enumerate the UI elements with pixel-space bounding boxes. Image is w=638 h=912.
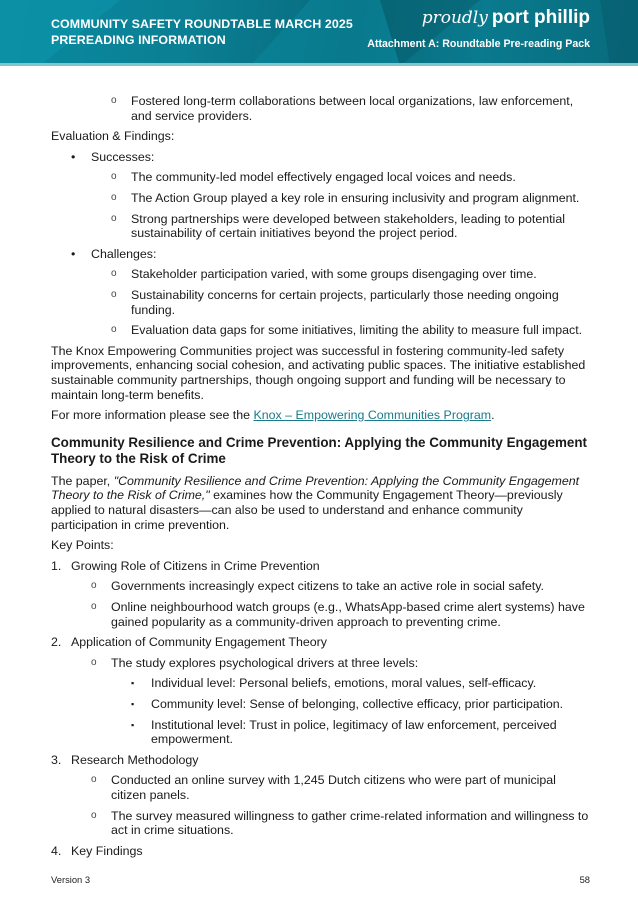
list-item: [51, 267, 591, 282]
document-body: [51, 94, 591, 864]
more-info-text: For more information please see the: [51, 408, 254, 423]
circle-bullet-icon: o: [111, 171, 117, 183]
list-item-text: The Action Group played a key role in ensuring inclusivity and program alignment.: [131, 190, 580, 205]
numbered-item: [51, 635, 591, 650]
list-item: [51, 288, 591, 317]
circle-bullet-icon: o: [111, 324, 117, 336]
item-title: Growing Role of Citizens in Crime Prevention: [71, 558, 320, 573]
list-item: [51, 718, 591, 747]
disc-bullet-icon: •: [71, 149, 76, 164]
disc-bullet-icon: •: [71, 246, 76, 261]
intro-prefix: The paper,: [51, 473, 114, 488]
list-item: [51, 212, 591, 241]
circle-bullet-icon: o: [111, 95, 117, 106]
circle-bullet-icon: o: [91, 580, 97, 592]
brand-script: proudly: [421, 8, 488, 28]
list-item-text: Stakeholder participation varied, with some groups disengaging over time.: [131, 267, 537, 282]
list-item-successes: [51, 150, 591, 165]
list-item-text: Institutional level: Trust in police, legitimacy of law enforcement, perceived empowerment.: [151, 717, 557, 747]
circle-bullet-icon: o: [91, 774, 97, 786]
document-title: [51, 16, 353, 48]
circle-bullet-icon: o: [111, 288, 117, 300]
page-number: 58: [579, 874, 590, 885]
list-item: [51, 323, 591, 338]
item-number: 2.: [51, 635, 62, 650]
page-header-banner: [0, 0, 638, 66]
intro-text: examines how the Community Engagement Theory—previously applied to natural disasters—can also be used to understand and enhance community participation in crime prevention.: [51, 488, 563, 532]
list-item-text: Governments increasingly expect citizens to take an active role in social safety.: [111, 579, 544, 594]
list-item-text: Fostered long-term collaborations between local organizations, law enforcement, and service providers.: [131, 94, 574, 123]
circle-bullet-icon: o: [91, 601, 97, 613]
list-item-text: Community level: Sense of belonging, collective efficacy, prior participation.: [151, 697, 564, 711]
attachment-subtitle: Attachment A: Roundtable Pre-reading Pack: [367, 38, 590, 50]
summary-paragraph: The Knox Empowering Communities project was successful in fostering community-led safety improvements, enhancing social cohesion, and activating public spaces. The initiative established sustainable community partnerships, though ongoing support and funding will be necessary to maintain long-term benefits.: [51, 343, 586, 402]
list-item-text: Online neighbourhood watch groups (e.g., WhatsApp-based crime alert systems) have gained popularity as a community-driven approach to preventing crime.: [111, 600, 585, 629]
list-item-text: The study explores psychological drivers at three levels:: [111, 655, 419, 670]
list-item-text: Sustainability concerns for certain projects, particularly those needing ongoing funding.: [131, 287, 559, 317]
item-number: 4.: [51, 843, 62, 858]
circle-bullet-icon: o: [111, 268, 117, 280]
list-item-text: Evaluation data gaps for some initiatives, limiting the ability to measure full impact.: [131, 323, 583, 338]
square-bullet-icon: ▪: [131, 699, 135, 709]
list-item: [51, 170, 591, 185]
numbered-item: [51, 559, 591, 574]
list-item-challenges: [51, 247, 591, 262]
header-divider: [0, 63, 638, 66]
brand-logo: [422, 7, 590, 29]
title-line-1: COMMUNITY SAFETY ROUNDTABLE MARCH 2025: [51, 17, 353, 31]
paper-title: "Community Resilience and Crime Prevention: Applying the Community Engagement Theory to the Risk of Crime,": [51, 473, 580, 503]
list-item-text: Conducted an online survey with 1,245 Dutch citizens who were part of municipal citizen panels.: [111, 773, 556, 802]
circle-bullet-icon: o: [91, 656, 97, 668]
list-item: [51, 697, 591, 712]
title-line-2: PREREADING INFORMATION: [51, 33, 226, 47]
list-item: [51, 600, 591, 629]
section-heading: Community Resilience and Crime Prevention: Applying the Community Engagement Theory to the Risk of Crime: [51, 434, 587, 467]
circle-bullet-icon: o: [91, 809, 97, 821]
numbered-item: [51, 844, 591, 859]
list-item: [51, 191, 591, 206]
more-info-paragraph: [51, 408, 591, 423]
list-item-text: Individual level: Personal beliefs, emotions, moral values, self-efficacy.: [151, 676, 537, 691]
list-item: [51, 676, 591, 691]
key-points-label: Key Points:: [51, 538, 114, 553]
item-title: Research Methodology: [71, 752, 199, 767]
item-number: 1.: [51, 558, 62, 573]
intro-paragraph: [51, 474, 591, 532]
more-info-suffix: .: [491, 408, 495, 423]
evaluation-heading: Evaluation & Findings:: [51, 129, 175, 144]
knox-program-link[interactable]: Knox – Empowering Communities Program: [253, 408, 492, 423]
circle-bullet-icon: o: [111, 212, 117, 224]
successes-label: Successes:: [91, 149, 155, 164]
item-title: Application of Community Engagement Theory: [71, 635, 327, 650]
list-item: [51, 773, 591, 802]
numbered-item: [51, 753, 591, 768]
list-item: [51, 809, 591, 838]
list-item-text: The community-led model effectively engaged local voices and needs.: [131, 170, 516, 185]
circle-bullet-icon: o: [111, 191, 117, 203]
item-number: 3.: [51, 752, 62, 767]
square-bullet-icon: ▪: [131, 678, 135, 689]
list-item-text: The survey measured willingness to gather crime-related information and willingness to act in crime situations.: [111, 808, 589, 838]
challenges-label: Challenges:: [91, 246, 157, 261]
list-item-text: Strong partnerships were developed between stakeholders, leading to potential sustainability of certain initiatives beyond the project period.: [131, 211, 565, 241]
list-item: [51, 656, 591, 671]
item-title: Key Findings: [71, 843, 143, 858]
list-item: [51, 579, 591, 594]
list-item: [51, 94, 591, 123]
square-bullet-icon: ▪: [131, 719, 135, 730]
brand-name: port phillip: [491, 7, 590, 28]
footer-version: Version 3: [51, 874, 91, 885]
